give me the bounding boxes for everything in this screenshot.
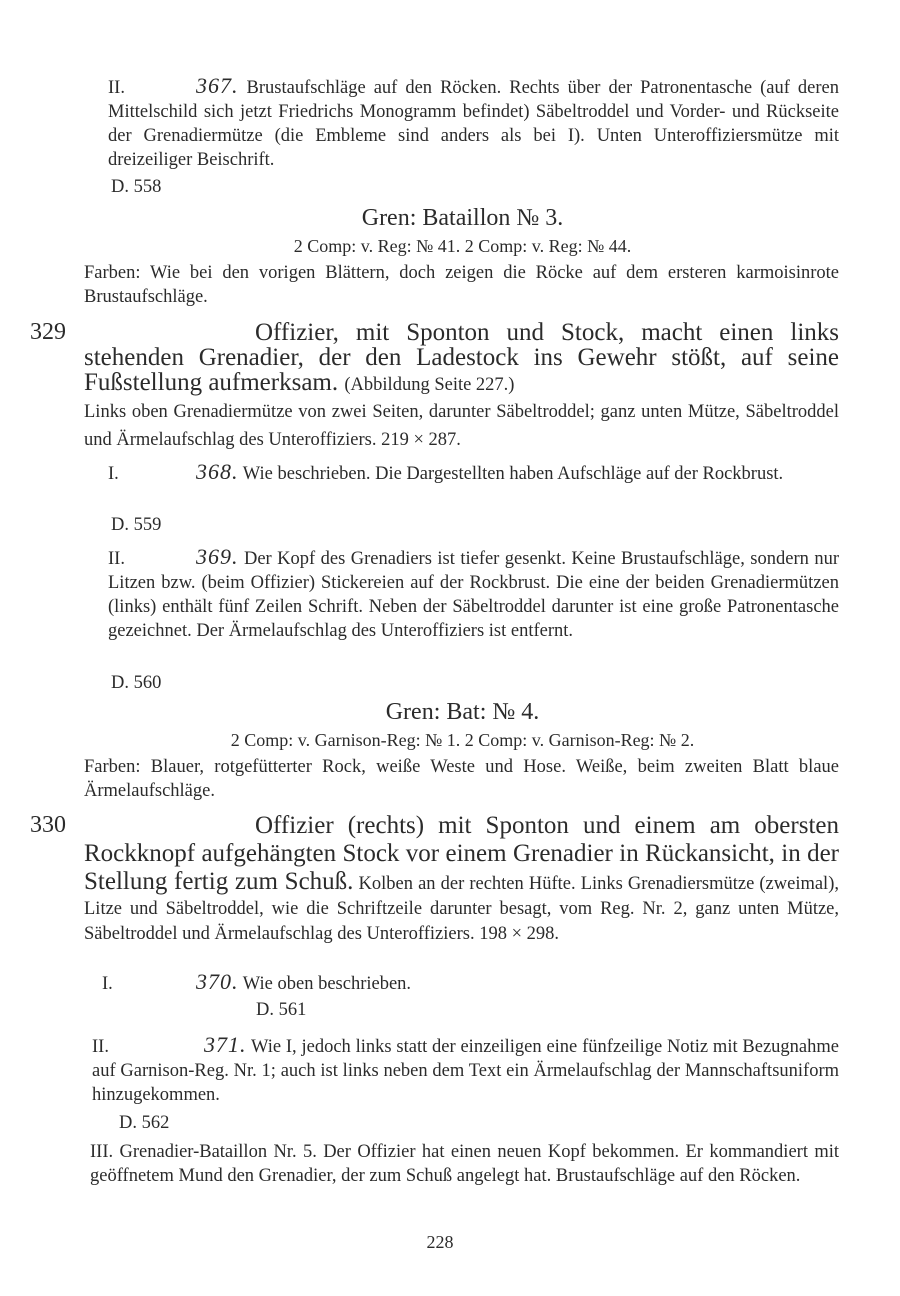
catalog-description: Links oben Grenadiermütze von zwei Seiten, darunter Säbeltroddel; ganz unten Mütze, Säbeltroddel und Ärmelaufschlag des Unteroffiziers. 219 × 287. [84, 402, 839, 450]
entry-iii [90, 1140, 839, 1188]
entry-text: Wie beschrieben. Die Dargestellten haben Aufschläge auf der Rockbrust. [242, 464, 784, 484]
entry-ref: D. 558 [111, 177, 162, 197]
catalog-number: 330 [30, 812, 66, 838]
entry-ref: D. 560 [111, 673, 162, 693]
catalog-title-text: Offizier, mit Sponton und Stock, macht einen links stehenden Grenadier, der den Ladestock ins Gewehr stößt, auf seine Fußstellung aufmerksam. [84, 319, 839, 396]
catalog-title [84, 813, 839, 947]
catalog-note: (Abbildung Seite 227.) [344, 375, 515, 395]
entry-367 [108, 74, 839, 172]
entry-roman: II. [92, 1037, 109, 1057]
entry-ref: D. 561 [256, 1000, 307, 1020]
section-heading: Gren: Bat: № 4. [385, 699, 540, 725]
entry-number: 368. [196, 459, 239, 484]
entry-number: 369. [196, 544, 239, 569]
entry-number: 371. [204, 1032, 247, 1057]
section-subheading: 2 Comp: v. Garnison-Reg: № 1. 2 Comp: v. Garnison-Reg: № 2. [230, 730, 695, 750]
entry-roman: III. [90, 1142, 114, 1162]
entry-text: Grenadier-Bataillon Nr. 5. Der Offizier hat einen neuen Kopf bekommen. Er kommandiert mit geöffnetem Mund den Grenadier, der zum Schuß angelegt hat. Brustaufschläge auf den Röcken. [90, 1142, 840, 1186]
entry-ref: D. 562 [119, 1113, 170, 1133]
entry-371 [92, 1033, 839, 1107]
colors-note: Farben: Wie bei den vorigen Blättern, doch zeigen die Röcke auf dem ersteren karmoisinrote Brustaufschläge. [84, 263, 839, 307]
catalog-number: 329 [30, 319, 66, 345]
entry-ref: D. 559 [111, 515, 162, 535]
entry-text: Wie oben beschrieben. [242, 974, 412, 994]
entry-text: Wie I, jedoch links statt der einzeiligen eine fünfzeilige Notiz mit Bezugnahme auf Garnison-Reg. Nr. 1; auch ist links neben dem Text ein Ärmelaufschlag der Mannschaftsuniform hinzugekommen. [92, 1037, 839, 1105]
entry-number: 367. [196, 73, 239, 98]
section-heading: Gren: Bataillon № 3. [361, 205, 564, 231]
entry-roman: II. [108, 78, 125, 98]
entry-number: 370. [196, 969, 239, 994]
page-number: 228 [426, 1232, 454, 1252]
entry-roman: I. [102, 974, 113, 994]
entry-roman: I. [108, 464, 119, 484]
catalog-title-text: Offizier (rechts) mit Sponton und einem am obersten Rockknopf aufgehängten Stock vor einem Grenadier in Rückansicht, in der Stellung fertig zum Schuß. [84, 812, 839, 895]
entry-text: Der Kopf des Grenadiers ist tiefer gesenkt. Keine Brustaufschläge, sondern nur Litzen bzw. (beim Offizier) Stickereien auf der Rockbrust. Die eine der beiden Grenadiermützen (links) enthält fünf Zeilen Schrift. Neben der Säbeltroddel darunter ist eine große Patronentasche gezeichnet. Der Ärmelaufschlag des Unteroffiziers ist entfernt. [108, 549, 840, 641]
section-subheading: 2 Comp: v. Reg: № 41. 2 Comp: v. Reg: № 44. [293, 236, 632, 256]
entry-text: Brustaufschläge auf den Röcken. Rechts über der Patronentasche (auf deren Mittelschild sich jetzt Friedrichs Monogramm befindet) Säbeltroddel und Vorder- und Rückseite der Grenadiermütze (die Embleme sind anders als bei I). Unten Unteroffiziersmütze mit dreizeiliger Beischrift. [108, 78, 839, 170]
entry-369 [108, 545, 839, 643]
entry-roman: II. [108, 549, 125, 569]
catalog-description: Kolben an der rechten Hüfte. Links Grenadiersmütze (zweimal), Litze und Säbeltroddel, wie die Schriftzeile darunter besagt, vom Reg. Nr. 2, ganz unten Mütze, Säbeltroddel und Ärmelaufschlag des Unteroffiziers. 198 × 298. [84, 874, 839, 944]
colors-note: Farben: Blauer, rotgefütterter Rock, weiße Weste und Hose. Weiße, beim zweiten Blatt blaue Ärmelaufschläge. [84, 757, 839, 801]
catalog-title [84, 320, 839, 398]
entry-368 [108, 460, 839, 486]
entry-370 [102, 970, 839, 996]
